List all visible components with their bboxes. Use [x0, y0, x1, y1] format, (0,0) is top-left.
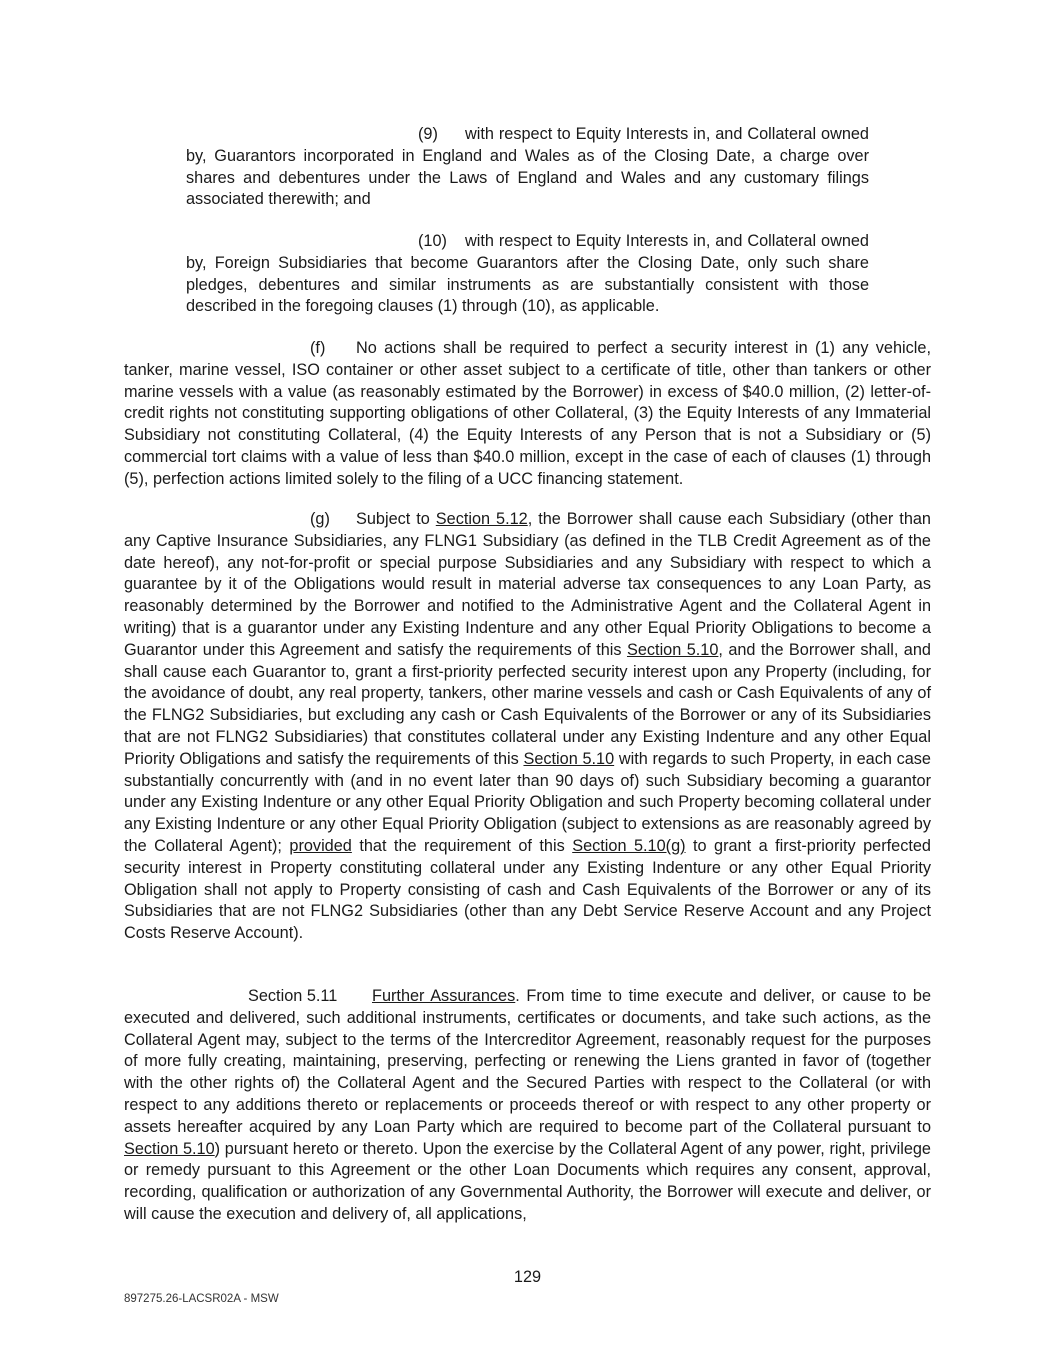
clause-text: , and the Borrower shall, and shall cause each Guarantor to, grant a first-priority perfected security interest upon any Property (including, for the avoidance of doubt, any real property, tankers, other marine vessels and cash or Cash Equivalents of any of the FLNG2 Subsidiaries, but excluding any cash or Cash Equivalents of the Borrower or any of its Subsidiaries that are not FLNG2 Subsidiaries) that constitutes collateral under any Existing Indenture and any other Equal Priority Obligations and satisfy the requirements of this	[124, 640, 931, 768]
document-id: 897275.26-LACSR02A - MSW	[124, 1293, 279, 1305]
page-number: 129	[513, 1268, 542, 1286]
clause-number: (9)	[418, 125, 438, 143]
clause-text: , the Borrower shall cause each Subsidiary (other than any Captive Insurance Subsidiaries, any FLNG1 Subsidiary (as defined in the TLB Credit Agreement as of the date hereof), any not-for-profit or special purpose Subsidiaries and any Subsidiary with respect to which a guarantee by it of the Obligations would result in material adverse tax consequences to any Loan Party, as reasonably determined by the Borrower and notified to the Administrative Agent and the Collateral Agent in writing) that is a guarantor under any Existing Indenture and any other Equal Priority Obligations to become a Guarantor under this Agreement and satisfy the requirements of this	[124, 510, 931, 659]
clause-number: (g)	[310, 510, 330, 528]
clause-text: with respect to Equity Interests in, and Collateral owned by, Foreign Subsidiaries that become Guarantors after the Closing Date, only such share pledges, debentures and similar instruments as are substantially consistent with those described in the foregoing clauses (1) through (10), as applicable.	[186, 232, 869, 316]
clause-text: that the requirement of this	[351, 836, 573, 855]
section-text: ) pursuant hereto or thereto. Upon the exercise by the Collateral Agent of any power, right, privilege or remedy pursuant to this Agreement or the other Loan Documents which requires any consent, approval, recording, qualification or authorization of any Governmental Authority, the Borrower will execute and deliver, or will cause the execution and delivery of, all applications,	[124, 1139, 931, 1223]
clause-g	[124, 509, 931, 945]
section-number: Section 5.11	[248, 987, 338, 1005]
clause-9	[186, 124, 869, 211]
section-5-11	[124, 986, 931, 1226]
section-reference: Section 5.10(g)	[572, 836, 686, 855]
proviso-term: provided	[289, 836, 352, 855]
section-reference: Section 5.12	[435, 510, 528, 528]
clause-text: No actions shall be required to perfect a security interest in (1) any vehicle, tanker, marine vessel, ISO container or other asset subject to a certificate of title, other than tankers or other marine vessels with a value (as reasonably estimated by the Borrower) in excess of $40.0 million, (2) letter-of-credit rights not constituting supporting obligations of other Collateral, (3) the Equity Interests of any Immaterial Subsidiary not constituting Collateral, (4) the Equity Interests of any Person that is not a Subsidiary or (5) commercial tort claims with a value of less than $40.0 million, except in the case of each of clauses (1) through (5), perfection actions limited solely to the filing of a UCC financing statement.	[124, 339, 931, 488]
section-heading: Further Assurances	[372, 987, 516, 1005]
section-reference: Section 5.10	[523, 749, 615, 768]
clause-number: (10)	[418, 232, 447, 250]
clause-number: (f)	[310, 339, 326, 357]
section-reference: Section 5.10	[626, 640, 719, 659]
clause-text: with respect to Equity Interests in, and Collateral owned by, Guarantors incorporated in England and Wales as of the Closing Date, a charge over shares and debentures under the Laws of England and Wales and any customary filings associated therewith; and	[186, 125, 869, 209]
section-text: . From time to time execute and deliver, or cause to be executed and delivered, such additional instruments, certificates or documents, and take such actions, as the Collateral Agent may, subject to the terms of the Intercreditor Agreement, reasonably request for the purposes of more fully creating, maintaining, preserving, perfecting or renewing the Liens granted in favor of (together with the other rights of) the Collateral Agent and the Secured Parties with respect to the Collateral (or with respect to any additions thereto or replacements or proceeds thereof or with respect to any other property or assets hereafter acquired by any Loan Party which are required to become part of the Collateral pursuant to	[124, 987, 931, 1136]
section-reference: Section 5.10	[124, 1139, 215, 1158]
clause-10	[186, 231, 869, 318]
clause-text: Subject to	[356, 510, 436, 528]
clause-text: to grant a first-priority perfected security interest in Property constituting collateral under any Existing Indenture or any other Equal Priority Obligation shall not apply to Property consisting of cash and Cash Equivalents of the Borrower or any of its Subsidiaries that are not FLNG2 Subsidiaries (other than any Debt Service Reserve Account and any Project Costs Reserve Account).	[124, 836, 931, 943]
clause-f	[124, 338, 931, 491]
clause-text: with regards to such Property, in each case substantially concurrently with (and in no event later than 90 days of) such Subsidiary becoming a guarantor under any Existing Indenture or any other Equal Priority Obligation and such Property becoming collateral under any Existing Indenture or any other Equal Priority Obligation (subject to extensions as are reasonably agreed by the Collateral Agent);	[124, 749, 931, 855]
